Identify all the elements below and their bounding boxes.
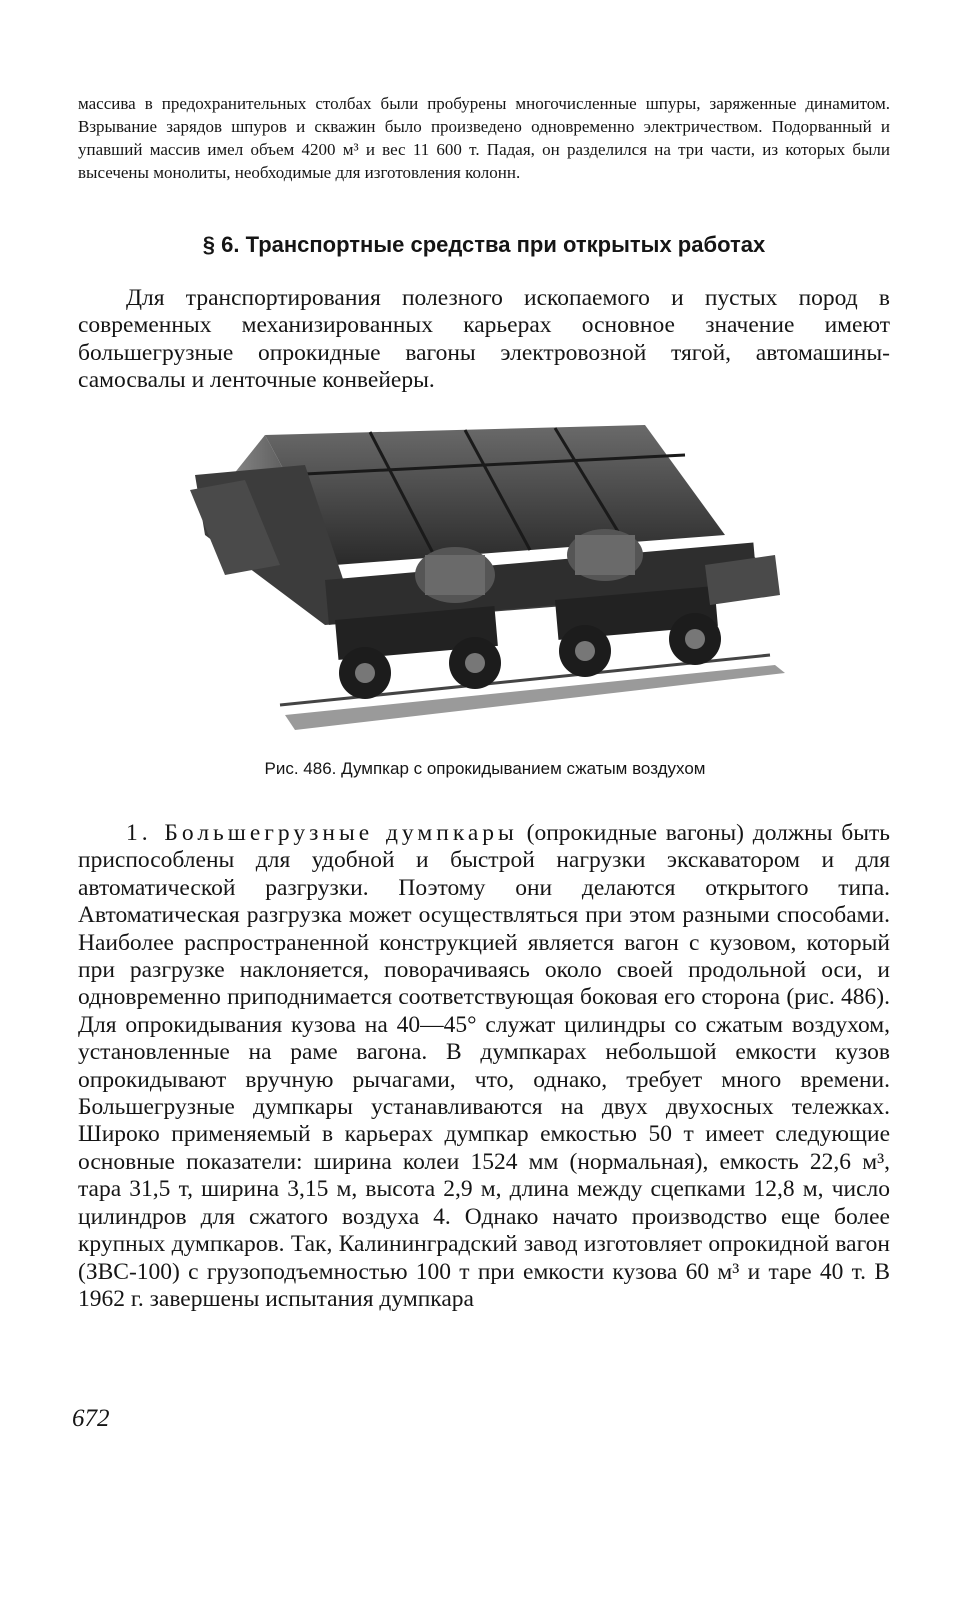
figure-caption: Рис. 486. Думпкар с опрокидыванием сжатым воздухом bbox=[264, 759, 706, 778]
intro-paragraph: Для транспортирования полезного ископаемого и пустых пород в современных механизированных карьерах основное значение имеют большегрузные опрокидные вагоны электровозной тягой, автомашины-самосвалы и ленточные конвейеры. bbox=[78, 285, 890, 394]
main-paragraph-rest: (опрокидные вагоны) должны быть приспособлены для удобной и быстрой нагрузки экскаватором и для автоматической разгрузки. Поэтому они делаются открытого типа. Автоматическая разгрузка может осуществляться при этом разными способами. Наиболее распространенной конструкцией является вагон с кузовом, который при разгрузке наклоняется, поворачиваясь около своей продольной оси, и одновременно приподнимается соответствующая боковая его сторона (рис. 486). Для опрокидывания кузова на 40—45° служат цилиндры со сжатым воздухом, установленные на раме вагона. В думпкарах небольшой емкости кузов опрокидывают вручную рычагами, что, однако, требует много времени. Большегрузные думпкары устанавливаются на двух двухосных тележках. Широко применяемый в карьерах думпкар емкостью 50 т имеет следующие основные показатели: ширина колеи 1524 мм (нормальная), емкость 22,6 м³, тара 31,5 т, ширина 3,15 м, высота 2,9 м, длина между сцепками 12,8 м, число цилиндров для сжатого воздуха 4. Однако начато производство еще более крупных думпкаров. Так, Калининградский завод изготовляет опрокидной вагон (ЗВС-100) с грузоподъемностью 100 т при емкости кузова 60 м³ и таре 40 т. В 1962 г. завершены испытания думпкара bbox=[78, 820, 890, 1312]
page-number: 672 bbox=[72, 1405, 110, 1432]
dump-car-photo bbox=[185, 415, 785, 745]
dump-car-illustration bbox=[185, 415, 785, 745]
main-paragraph-lead: 1. Большегрузные думпкары bbox=[126, 820, 518, 846]
top-paragraph: массива в предохранительных столбах были пробурены многочисленные шпуры, заряженные динамитом. Взрывание зарядов шпуров и скважин было произведено одновременно электричеством. Подорванный и упавший массив имел объем 4200 м³ и вес 11 600 т. Падая, он разделился на три части, из которых были высечены монолиты, необходимые для изготовления колонн. bbox=[78, 94, 890, 182]
main-paragraph bbox=[78, 820, 890, 1313]
section-heading: § 6. Транспортные средства при открытых работах bbox=[202, 232, 766, 257]
